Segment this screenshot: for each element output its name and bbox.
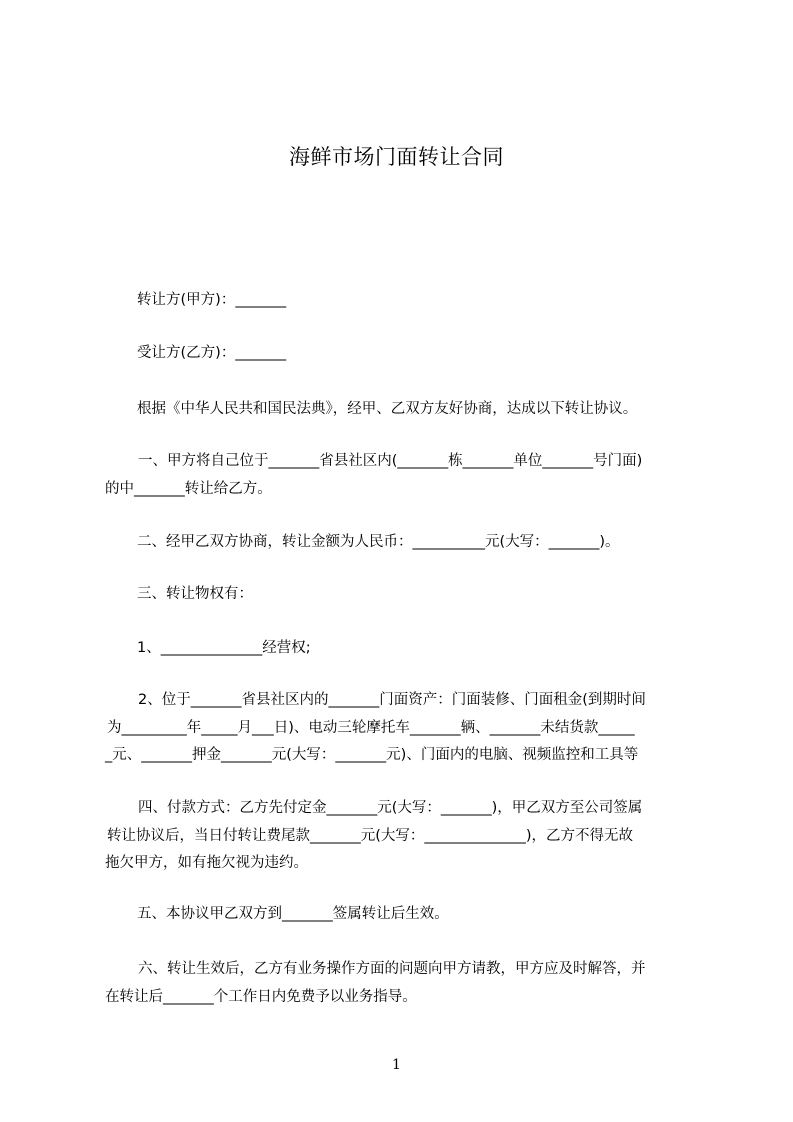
clause-3-item-2-line-1: 2、位于_______省县社区内的_______门面资产：门面装修、门面租金(到期时间 <box>138 692 646 708</box>
clause-3-item-2-line-3: _元、_______押金_______元(大写：_______元)、门面内的电脑、视频监控和工具等 <box>105 747 639 763</box>
clause-3-heading: 三、转让物权有： <box>137 586 253 602</box>
transferor-line: 转让方(甲方)：_______ <box>137 292 287 308</box>
clause-6-line-2: 在转让后_______个工作日内免费予以业务指导。 <box>105 989 417 1005</box>
page-number: 1 <box>392 1057 401 1073</box>
clause-3-item-2-line-2: 为_________年_____月___日)、电动三轮摩托车_______辆、_______未结货款_____ <box>107 720 635 736</box>
clause-4-line-3: 拖欠甲方，如有拖欠视为违约。 <box>105 855 308 871</box>
clause-4-line-2: 转让协议后，当日付转让费尾款_______元(大写：______________)，乙方不得无故 <box>107 828 634 844</box>
clause-1-line-1: 一、甲方将自己位于_______省县社区内(_______栋_______单位_______号门面) <box>138 453 643 469</box>
clause-1-line-2: 的中_______转让给乙方。 <box>105 481 272 497</box>
clause-6-line-1: 六、转让生效后，乙方有业务操作方面的问题向甲方请教，甲方应及时解答，并 <box>138 961 646 977</box>
clause-5-line: 五、本协议甲乙双方到_______签属转让后生效。 <box>137 906 449 922</box>
clause-3-item-1: 1、______________经营权; <box>137 640 311 656</box>
clause-4-line-1: 四、付款方式：乙方先付定金_______元(大写：_______)，甲乙双方至公司签属 <box>138 800 643 816</box>
document-title: 海鲜市场门面转让合同 <box>289 145 504 169</box>
preamble-paragraph: 根据《中华人民共和国民法典》，经甲、乙双方友好协商，达成以下转让协议。 <box>137 401 638 417</box>
transferee-line: 受让方(乙方)：_______ <box>137 345 287 361</box>
clause-2-line: 二、经甲乙双方协商，转让金额为人民币：__________元(大写：_______)。 <box>137 534 620 550</box>
